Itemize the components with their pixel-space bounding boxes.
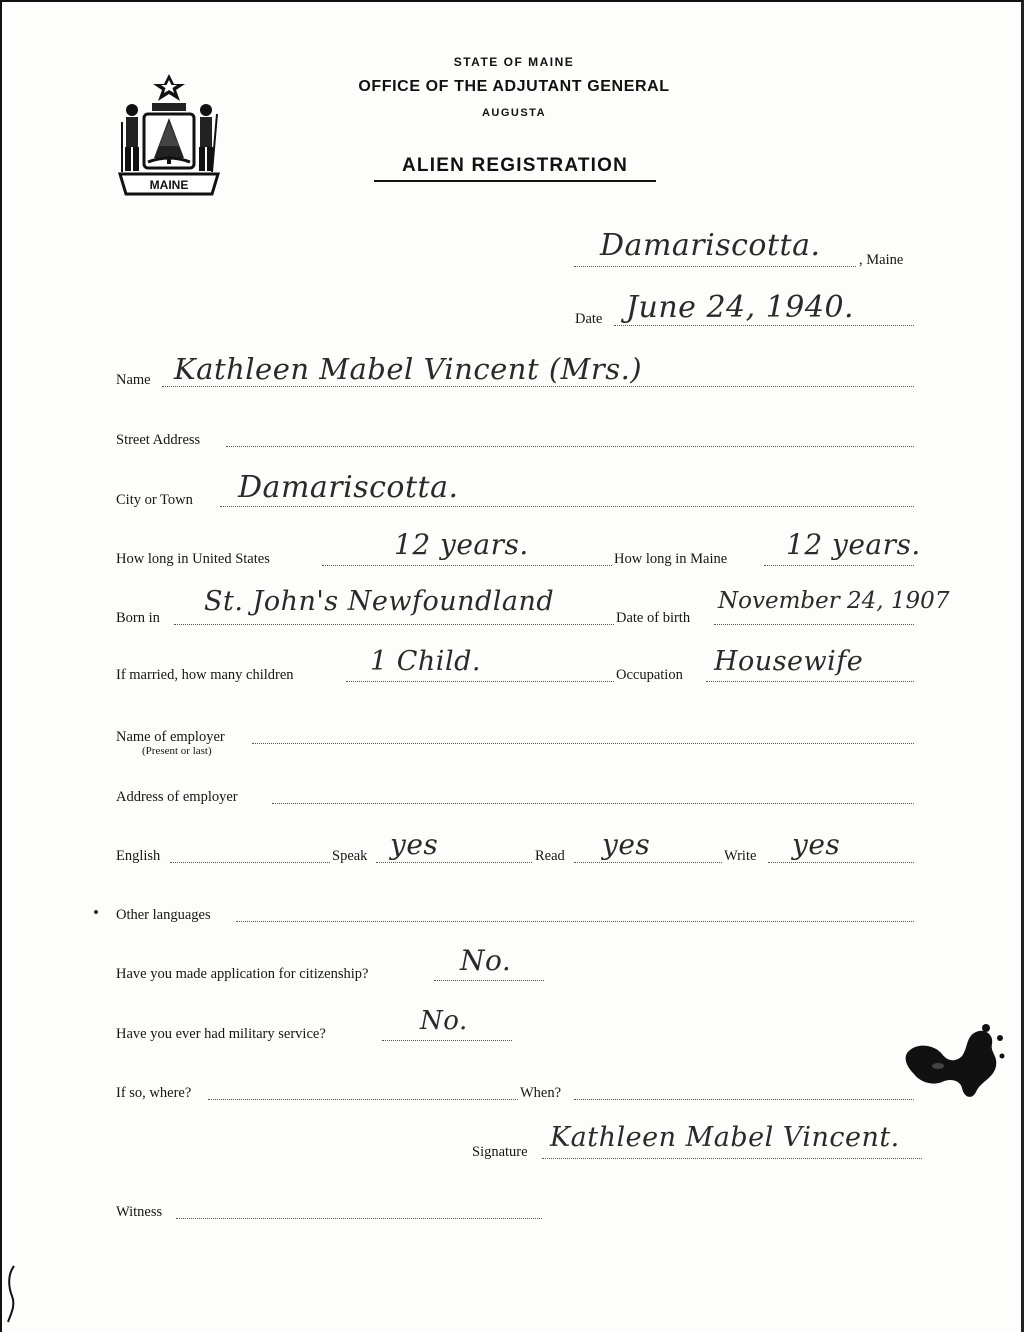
citizenship-value: No. xyxy=(460,944,512,977)
children-label: If married, how many children xyxy=(116,667,294,683)
date-of-birth-line xyxy=(714,624,914,625)
military-line xyxy=(382,1040,512,1041)
employer-sublabel: (Present or last) xyxy=(142,745,212,757)
header-city: AUGUSTA xyxy=(481,107,547,119)
write-line xyxy=(768,862,914,863)
stray-dot xyxy=(94,910,98,914)
city-value: Damariscotta. xyxy=(238,470,459,505)
how-long-us-label: How long in United States xyxy=(116,551,270,567)
write-value: yes xyxy=(792,828,841,861)
citizenship-label: Have you made application for citizenship? xyxy=(116,966,369,982)
city-label: City or Town xyxy=(116,492,193,508)
witness-line xyxy=(176,1218,542,1219)
name-label: Name xyxy=(116,372,151,388)
town-value: Damariscotta. xyxy=(600,228,821,263)
town-line xyxy=(574,266,856,267)
signature-value: Kathleen Mabel Vincent. xyxy=(550,1122,900,1153)
born-in-line xyxy=(174,624,614,625)
children-line xyxy=(346,681,614,682)
born-in-label: Born in xyxy=(116,610,160,626)
how-long-maine-value: 12 years. xyxy=(786,528,921,561)
occupation-value: Housewife xyxy=(714,646,864,677)
children-value: 1 Child. xyxy=(370,646,481,677)
employer-label: Name of employer xyxy=(116,729,225,745)
military-value: No. xyxy=(420,1006,468,1036)
employer-line xyxy=(252,743,914,744)
read-label: Read xyxy=(535,848,565,864)
write-label: Write xyxy=(724,848,757,864)
how-long-us-value: 12 years. xyxy=(394,528,529,561)
military-label: Have you ever had military service? xyxy=(116,1026,326,1042)
how-long-us-line xyxy=(322,565,612,566)
how-long-maine-label: How long in Maine xyxy=(614,551,728,567)
where-label: If so, where? xyxy=(116,1085,192,1101)
street-label: Street Address xyxy=(116,432,201,448)
where-line xyxy=(208,1099,518,1100)
when-line xyxy=(574,1099,914,1100)
employer-address-label: Address of employer xyxy=(116,789,238,805)
occupation-line xyxy=(706,681,914,682)
when-label: When? xyxy=(520,1085,562,1101)
header-office: OFFICE OF THE ADJUTANT GENERAL xyxy=(358,78,670,95)
signature-label: Signature xyxy=(472,1144,528,1160)
name-value: Kathleen Mabel Vincent (Mrs.) xyxy=(174,352,643,386)
street-line xyxy=(226,446,914,447)
form-title: ALIEN REGISTRATION xyxy=(374,155,656,182)
other-languages-label: Other languages xyxy=(116,907,211,923)
read-value: yes xyxy=(602,828,651,861)
citizenship-line xyxy=(434,980,544,981)
date-value: June 24, 1940. xyxy=(626,290,855,325)
date-line xyxy=(614,325,914,326)
city-line xyxy=(220,506,914,507)
signature-line xyxy=(542,1158,922,1159)
margin-mark xyxy=(4,1264,22,1324)
read-line xyxy=(574,862,722,863)
speak-line xyxy=(376,862,532,863)
english-line xyxy=(170,862,330,863)
date-of-birth-value: November 24, 1907 xyxy=(718,588,950,614)
witness-label: Witness xyxy=(116,1204,163,1220)
occupation-label: Occupation xyxy=(616,667,683,683)
how-long-maine-line xyxy=(764,565,914,566)
other-languages-line xyxy=(236,921,914,922)
english-label: English xyxy=(116,848,161,864)
date-label: Date xyxy=(575,311,603,327)
employer-address-line xyxy=(272,803,914,804)
header-state: STATE OF MAINE xyxy=(453,55,575,69)
speak-label: Speak xyxy=(332,848,368,864)
name-line xyxy=(162,386,914,387)
maine-label: , Maine xyxy=(859,252,904,268)
svg-text:MAINE: MAINE xyxy=(149,178,189,192)
born-in-value: St. John's Newfoundland xyxy=(204,586,555,617)
speak-value: yes xyxy=(390,828,439,861)
ink-blot-icon xyxy=(898,1022,1010,1102)
date-of-birth-label: Date of birth xyxy=(616,610,691,626)
